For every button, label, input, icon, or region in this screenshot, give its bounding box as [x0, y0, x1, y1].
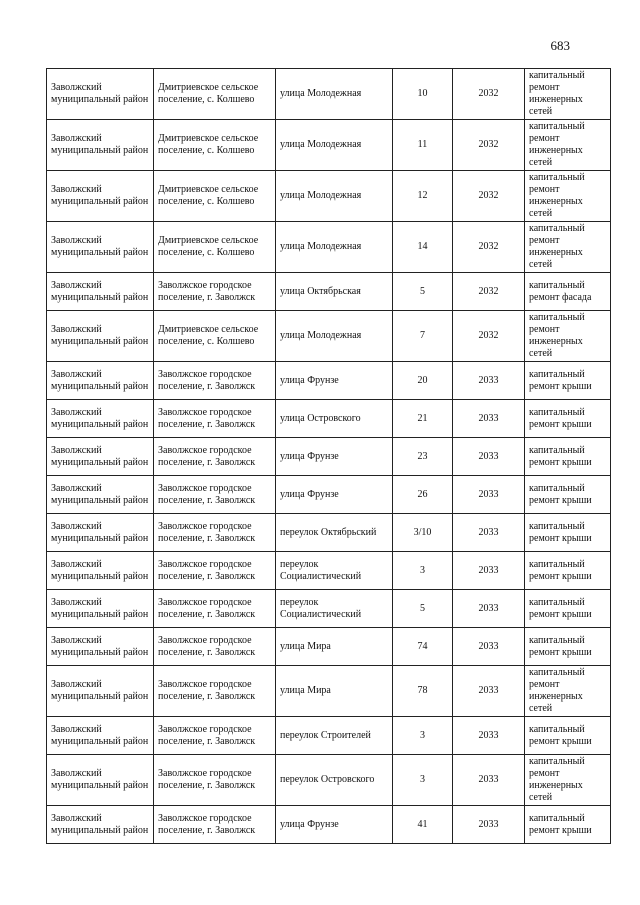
table-row	[47, 222, 611, 273]
street-cell: улица Молодежная	[276, 171, 393, 222]
settlement-cell: Заволжское городское поселение, г. Заволжск	[154, 806, 276, 844]
work-type-cell: капитальный ремонт крыши	[525, 362, 611, 400]
work-type-cell: капитальный ремонт крыши	[525, 476, 611, 514]
district-cell: Заволжский муниципальный район	[47, 666, 154, 717]
table-row	[47, 273, 611, 311]
year-cell: 2032	[453, 171, 525, 222]
settlement-cell: Заволжское городское поселение, г. Заволжск	[154, 666, 276, 717]
settlement-cell: Заволжское городское поселение, г. Заволжск	[154, 400, 276, 438]
house-number-cell: 23	[393, 438, 453, 476]
house-number-cell: 14	[393, 222, 453, 273]
year-cell: 2033	[453, 590, 525, 628]
street-cell: улица Мира	[276, 666, 393, 717]
district-cell: Заволжский муниципальный район	[47, 222, 154, 273]
street-cell: улица Мира	[276, 628, 393, 666]
table-row	[47, 552, 611, 590]
district-cell: Заволжский муниципальный район	[47, 311, 154, 362]
year-cell: 2033	[453, 476, 525, 514]
table-row	[47, 717, 611, 755]
settlement-cell: Заволжское городское поселение, г. Заволжск	[154, 755, 276, 806]
street-cell: переулок Социалистический	[276, 552, 393, 590]
table-row	[47, 666, 611, 717]
house-number-cell: 26	[393, 476, 453, 514]
district-cell: Заволжский муниципальный район	[47, 171, 154, 222]
district-cell: Заволжский муниципальный район	[47, 476, 154, 514]
street-cell: улица Октябрьская	[276, 273, 393, 311]
year-cell: 2033	[453, 806, 525, 844]
house-number-cell: 3	[393, 717, 453, 755]
table-row	[47, 755, 611, 806]
work-type-cell: капитальный ремонт крыши	[525, 590, 611, 628]
house-number-cell: 12	[393, 171, 453, 222]
settlement-cell: Заволжское городское поселение, г. Заволжск	[154, 438, 276, 476]
settlement-cell: Заволжское городское поселение, г. Заволжск	[154, 476, 276, 514]
house-number-cell: 5	[393, 590, 453, 628]
house-number-cell: 41	[393, 806, 453, 844]
settlement-cell: Дмитриевское сельское поселение, с. Колшево	[154, 171, 276, 222]
work-type-cell: капитальный ремонт инженерных сетей	[525, 171, 611, 222]
table-row	[47, 806, 611, 844]
district-cell: Заволжский муниципальный район	[47, 628, 154, 666]
settlement-cell: Заволжское городское поселение, г. Заволжск	[154, 628, 276, 666]
settlement-cell: Дмитриевское сельское поселение, с. Колшево	[154, 120, 276, 171]
district-cell: Заволжский муниципальный район	[47, 438, 154, 476]
work-type-cell: капитальный ремонт крыши	[525, 400, 611, 438]
street-cell: улица Фрунзе	[276, 476, 393, 514]
work-type-cell: капитальный ремонт крыши	[525, 806, 611, 844]
work-type-cell: капитальный ремонт инженерных сетей	[525, 69, 611, 120]
table-body	[47, 69, 611, 844]
house-number-cell: 3	[393, 755, 453, 806]
work-type-cell: капитальный ремонт инженерных сетей	[525, 666, 611, 717]
street-cell: улица Фрунзе	[276, 438, 393, 476]
page-number: 683	[550, 38, 570, 53]
year-cell: 2033	[453, 400, 525, 438]
street-cell: улица Фрунзе	[276, 806, 393, 844]
work-type-cell: капитальный ремонт крыши	[525, 438, 611, 476]
street-cell: переулок Островского	[276, 755, 393, 806]
district-cell: Заволжский муниципальный район	[47, 273, 154, 311]
year-cell: 2033	[453, 755, 525, 806]
work-type-cell: капитальный ремонт инженерных сетей	[525, 120, 611, 171]
settlement-cell: Дмитриевское сельское поселение, с. Колшево	[154, 311, 276, 362]
work-type-cell: капитальный ремонт инженерных сетей	[525, 311, 611, 362]
year-cell: 2033	[453, 628, 525, 666]
house-number-cell: 74	[393, 628, 453, 666]
work-type-cell: капитальный ремонт крыши	[525, 514, 611, 552]
table-row	[47, 476, 611, 514]
year-cell: 2032	[453, 222, 525, 273]
house-number-cell: 5	[393, 273, 453, 311]
house-number-cell: 20	[393, 362, 453, 400]
table-row	[47, 171, 611, 222]
house-number-cell: 21	[393, 400, 453, 438]
table-row	[47, 362, 611, 400]
settlement-cell: Дмитриевское сельское поселение, с. Колшево	[154, 222, 276, 273]
district-cell: Заволжский муниципальный район	[47, 362, 154, 400]
work-type-cell: капитальный ремонт крыши	[525, 552, 611, 590]
settlement-cell: Заволжское городское поселение, г. Заволжск	[154, 514, 276, 552]
district-cell: Заволжский муниципальный район	[47, 717, 154, 755]
work-type-cell: капитальный ремонт инженерных сетей	[525, 755, 611, 806]
year-cell: 2032	[453, 311, 525, 362]
house-number-cell: 11	[393, 120, 453, 171]
work-type-cell: капитальный ремонт фасада	[525, 273, 611, 311]
house-number-cell: 3	[393, 552, 453, 590]
street-cell: переулок Октябрьский	[276, 514, 393, 552]
year-cell: 2032	[453, 273, 525, 311]
year-cell: 2033	[453, 514, 525, 552]
settlement-cell: Заволжское городское поселение, г. Заволжск	[154, 590, 276, 628]
table-row	[47, 628, 611, 666]
house-number-cell: 10	[393, 69, 453, 120]
table-row	[47, 438, 611, 476]
district-cell: Заволжский муниципальный район	[47, 806, 154, 844]
settlement-cell: Заволжское городское поселение, г. Заволжск	[154, 717, 276, 755]
work-type-cell: капитальный ремонт крыши	[525, 628, 611, 666]
street-cell: улица Молодежная	[276, 69, 393, 120]
work-type-cell: капитальный ремонт инженерных сетей	[525, 222, 611, 273]
street-cell: улица Молодежная	[276, 311, 393, 362]
street-cell: переулок Строителей	[276, 717, 393, 755]
work-type-cell: капитальный ремонт крыши	[525, 717, 611, 755]
district-cell: Заволжский муниципальный район	[47, 69, 154, 120]
house-number-cell: 7	[393, 311, 453, 362]
year-cell: 2033	[453, 552, 525, 590]
district-cell: Заволжский муниципальный район	[47, 755, 154, 806]
year-cell: 2033	[453, 438, 525, 476]
settlement-cell: Заволжское городское поселение, г. Заволжск	[154, 273, 276, 311]
street-cell: улица Молодежная	[276, 120, 393, 171]
house-number-cell: 78	[393, 666, 453, 717]
street-cell: улица Островского	[276, 400, 393, 438]
table-row	[47, 514, 611, 552]
table-row	[47, 311, 611, 362]
housing-repair-table	[46, 68, 611, 844]
year-cell: 2033	[453, 362, 525, 400]
year-cell: 2032	[453, 120, 525, 171]
district-cell: Заволжский муниципальный район	[47, 590, 154, 628]
settlement-cell: Заволжское городское поселение, г. Заволжск	[154, 362, 276, 400]
district-cell: Заволжский муниципальный район	[47, 400, 154, 438]
year-cell: 2033	[453, 717, 525, 755]
district-cell: Заволжский муниципальный район	[47, 120, 154, 171]
district-cell: Заволжский муниципальный район	[47, 552, 154, 590]
street-cell: улица Молодежная	[276, 222, 393, 273]
table-row	[47, 590, 611, 628]
year-cell: 2033	[453, 666, 525, 717]
house-number-cell: 3/10	[393, 514, 453, 552]
settlement-cell: Дмитриевское сельское поселение, с. Колшево	[154, 69, 276, 120]
district-cell: Заволжский муниципальный район	[47, 514, 154, 552]
year-cell: 2032	[453, 69, 525, 120]
table-row	[47, 69, 611, 120]
table-row	[47, 400, 611, 438]
street-cell: переулок Социалистический	[276, 590, 393, 628]
street-cell: улица Фрунзе	[276, 362, 393, 400]
table-row	[47, 120, 611, 171]
settlement-cell: Заволжское городское поселение, г. Заволжск	[154, 552, 276, 590]
